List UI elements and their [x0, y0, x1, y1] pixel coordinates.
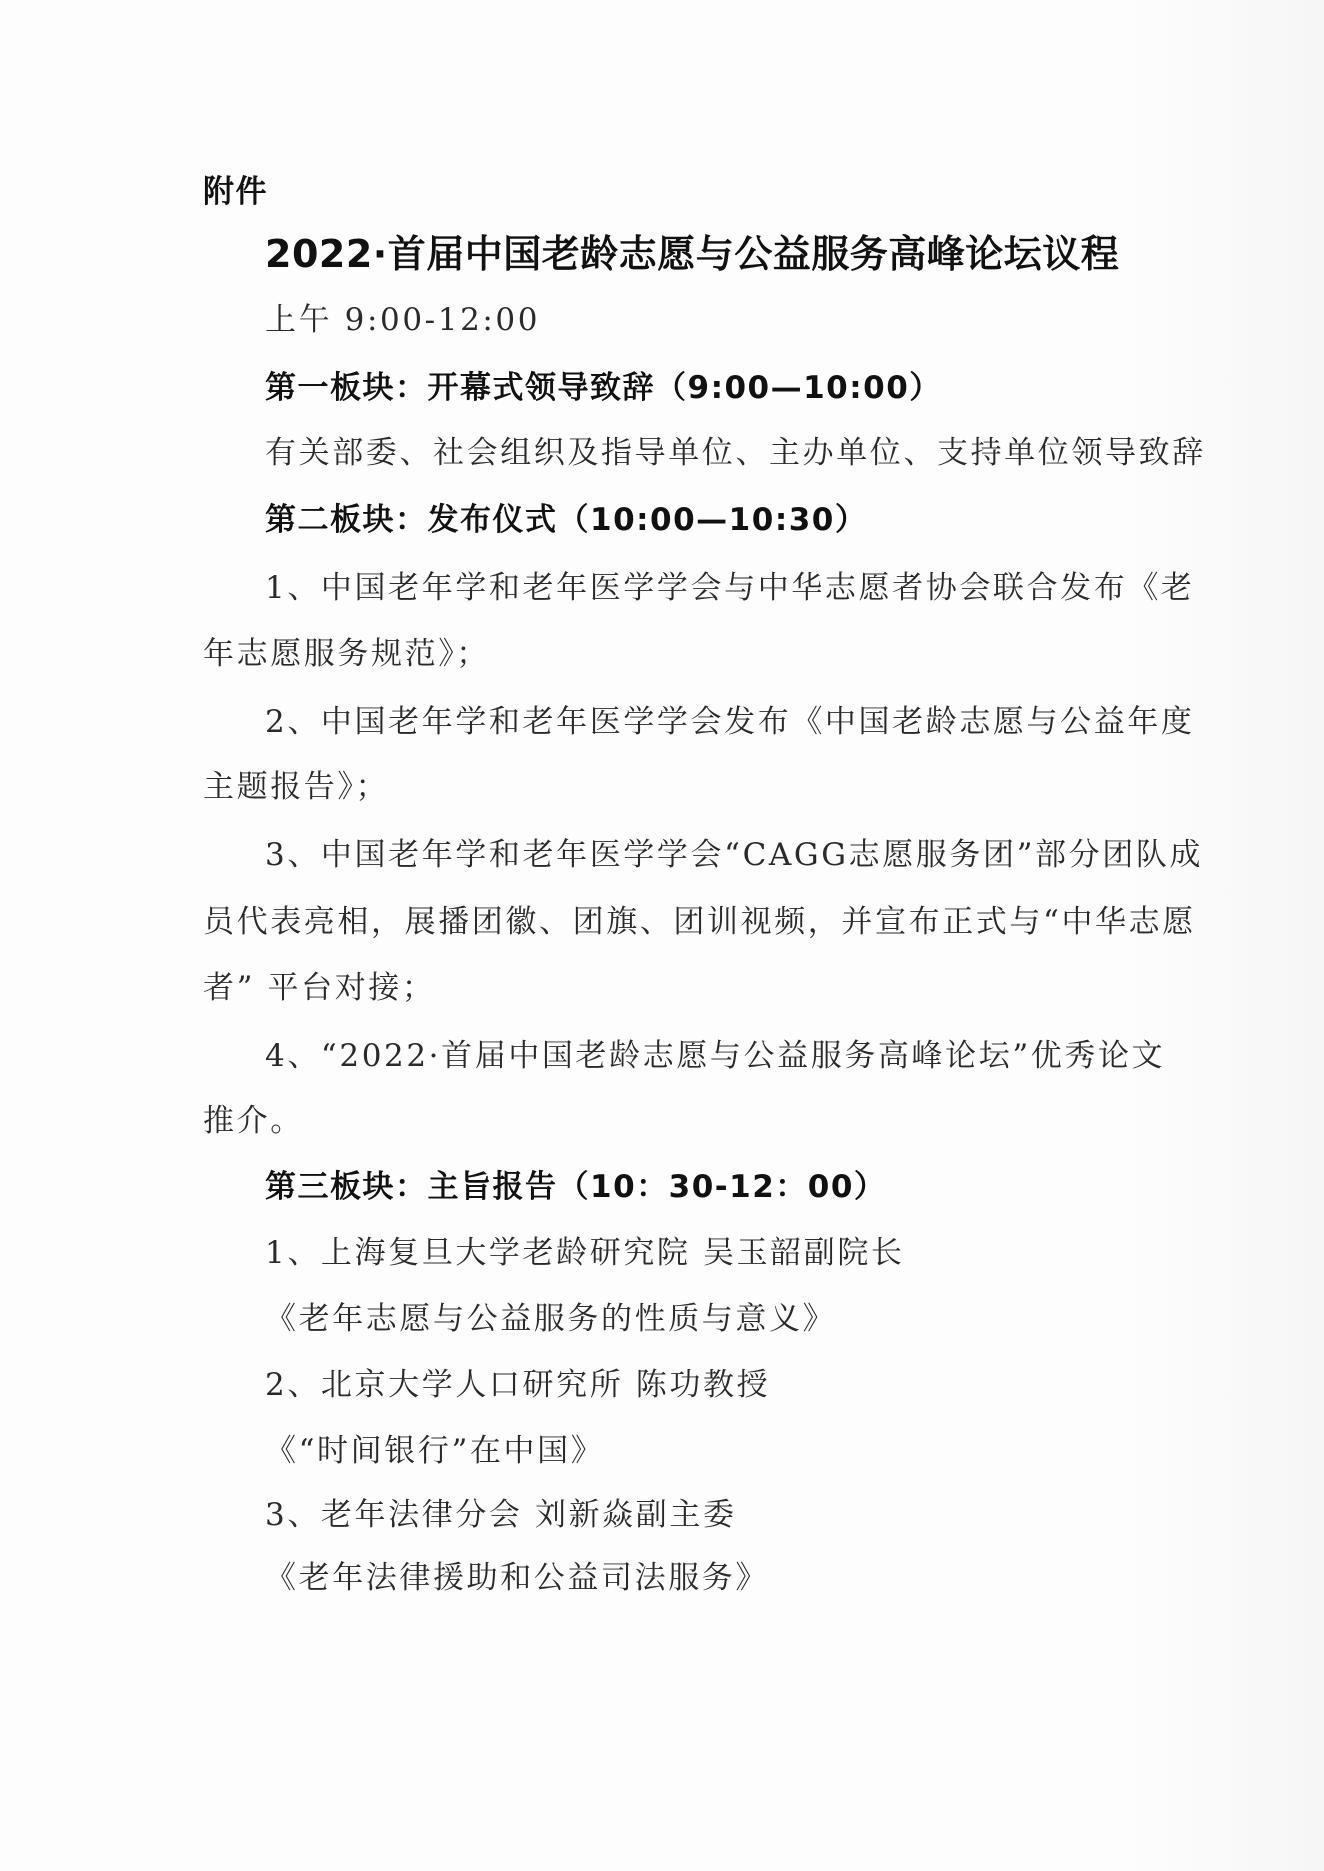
block2-item-2-line2: 主题报告》； — [203, 769, 390, 805]
block1-heading: 第一板块：开幕式领导致辞（9:00—10:00） — [265, 370, 942, 406]
block3-topic-1: 《老年志愿与公益服务的性质与意义》 — [265, 1301, 837, 1337]
block3-speaker-2: 2、北京大学人口研究所 陈功教授 — [265, 1367, 771, 1403]
block2-item-3-line1: 3、中国老年学和老年医学学会“CAGG志愿服务团”部分团队成 — [265, 837, 1204, 873]
block2-item-3-line2: 员代表亮相，展播团徽、团旗、团训视频，并宣布正式与“中华志愿 — [203, 904, 1196, 940]
block2-item-4-line2: 推介。 — [203, 1103, 304, 1139]
block3-speaker-3: 3、老年法律分会 刘新焱副主委 — [265, 1497, 737, 1533]
block2-item-4-line1: 4、“2022·首届中国老龄志愿与公益服务高峰论坛”优秀论文 — [265, 1038, 1166, 1074]
session-time: 上午 9:00-12:00 — [265, 302, 541, 338]
block1-text: 有关部委、社会组织及指导单位、主办单位、支持单位领导致辞 — [265, 435, 1206, 471]
block3-speaker-1: 1、上海复旦大学老龄研究院 吴玉韶副院长 — [265, 1235, 905, 1271]
block2-item-1-line1: 1、中国老年学和老年医学学会与中华志愿者协会联合发布《老 — [265, 570, 1195, 606]
block3-topic-2: 《“时间银行”在中国》 — [265, 1433, 605, 1469]
block3-topic-3: 《老年法律援助和公益司法服务》 — [265, 1560, 769, 1596]
block2-heading: 第二板块：发布仪式（10:00—10:30） — [265, 502, 868, 538]
block2-item-3-line3: 者” 平台对接； — [203, 970, 436, 1006]
block3-heading: 第三板块：主旨报告（10：30-12：00） — [265, 1169, 887, 1205]
block2-item-2-line1: 2、中国老年学和老年医学学会发布《中国老龄志愿与公益年度 — [265, 704, 1195, 740]
block2-item-1-line2: 年志愿服务规范》； — [203, 636, 490, 672]
document-title: 2022·首届中国老龄志愿与公益服务高峰论坛议程 — [265, 232, 1120, 276]
attachment-label: 附件 — [203, 174, 268, 210]
